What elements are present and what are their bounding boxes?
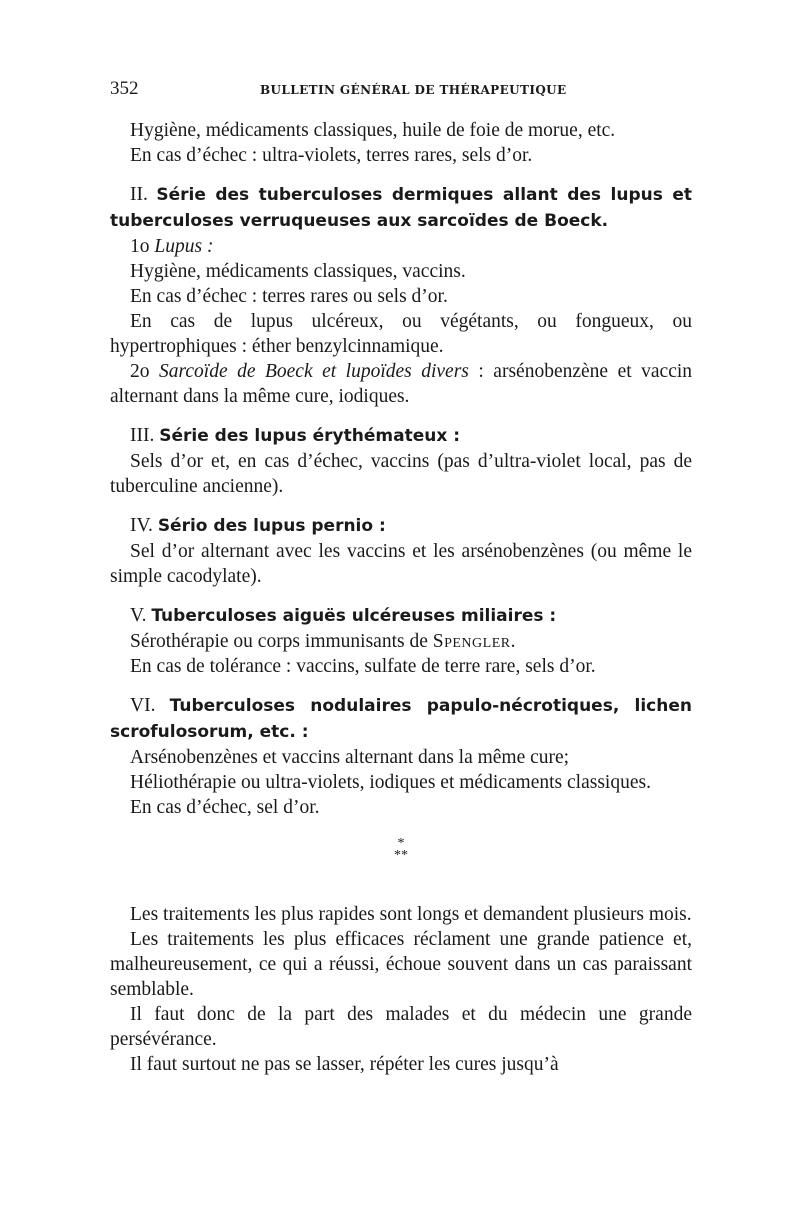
section-6-heading	[110, 693, 692, 745]
section-5-paragraph-1-end: .	[510, 631, 516, 652]
section-4-number: IV.	[130, 515, 153, 536]
section-2-paragraph-1: Hygiène, médicaments classiques, vaccins.	[130, 261, 466, 282]
sub-2-number: 2o	[130, 361, 150, 382]
asterism-bottom: **	[394, 848, 408, 863]
intro-paragraph-2: En cas d’échec : ultra-violets, terres rares, sels d’or.	[130, 145, 533, 166]
section-6-paragraph-1: Arsénobenzènes et vaccins alternant dans la même cure;	[130, 747, 570, 768]
section-6-number: VI.	[130, 695, 156, 716]
author-name: Spengler	[432, 631, 511, 652]
section-2-title: Série des tuberculoses dermiques allant des lupus et tuberculoses verruqueuses aux sarcoïdes de Boeck.	[110, 185, 692, 231]
closing-paragraph-2: Les traitements les plus efficaces réclament une grande patience et, malheureusement, ce qui a réussi, échoue souvent dans un cas paraissant semblable.	[110, 929, 692, 1000]
sub-2-title: Sarcoïde de Boeck et lupoïdes divers	[159, 361, 469, 382]
closing-paragraph-1: Les traitements les plus rapides sont longs et demandent plusieurs mois.	[130, 904, 692, 925]
section-5-paragraph-1	[110, 629, 692, 654]
section-3-title: Série des lupus érythémateux :	[159, 426, 461, 446]
section-6-paragraph-3: En cas d’échec, sel d’or.	[130, 797, 320, 818]
section-2-sub-2	[110, 359, 692, 409]
page-body	[110, 118, 692, 1077]
sub-2-text: : arsénobenzène et vaccin alternant dans la même cure, iodiques.	[110, 361, 693, 407]
sub-1-title: Lupus	[154, 236, 203, 257]
page-header	[110, 78, 692, 102]
asterism-top: *	[397, 836, 405, 851]
section-2-sub-1	[110, 234, 692, 259]
section-4-title: Sério des lupus pernio :	[157, 516, 386, 536]
section-5-heading	[110, 603, 692, 629]
closing-paragraph-3: Il faut donc de la part des malades et du médecin une grande persévérance.	[110, 1004, 692, 1050]
section-5-paragraph-1-text: Sérothérapie ou corps immunisants de	[130, 631, 433, 652]
section-5-title: Tuberculoses aiguës ulcéreuses miliaires :	[151, 606, 557, 626]
section-3-paragraph-1: Sels d’or et, en cas d’échec, vaccins (pas d’ultra-violet local, pas de tuberculine ancienne).	[110, 451, 692, 497]
section-5-paragraph-2: En cas de tolérance : vaccins, sulfate de terre rare, sels d’or.	[130, 656, 596, 677]
section-2-heading	[110, 182, 692, 234]
asterism-separator	[110, 838, 692, 862]
section-2-paragraph-2: En cas d’échec : terres rares ou sels d’or.	[130, 286, 448, 307]
section-2-paragraph-3: En cas de lupus ulcéreux, ou végétants, ou fongueux, ou hypertrophiques : éther benzylcinnamique.	[110, 311, 692, 357]
section-5-number: V.	[130, 605, 147, 626]
section-4-paragraph-1: Sel d’or alternant avec les vaccins et les arsénobenzènes (ou même le simple cacodylate).	[110, 541, 692, 587]
section-6-paragraph-2: Héliothérapie ou ultra-violets, iodiques et médicaments classiques.	[130, 772, 651, 793]
closing-paragraph-4: Il faut surtout ne pas se lasser, répéter les cures jusqu’à	[130, 1054, 559, 1075]
page-number: 352	[110, 78, 139, 99]
sub-1-colon: :	[202, 236, 214, 257]
section-6-title: Tuberculoses nodulaires papulo-nécrotiques, lichen scrofulosorum, etc. :	[110, 696, 692, 742]
running-head: BULLETIN GÉNÉRAL DE THÉRAPEUTIQUE	[260, 83, 567, 97]
section-2-number: II.	[130, 184, 148, 205]
sub-1-number: 1o	[130, 236, 150, 257]
section-4-heading	[110, 513, 692, 539]
intro-paragraph-1: Hygiène, médicaments classiques, huile de foie de morue, etc.	[130, 120, 616, 141]
section-3-heading	[110, 423, 692, 449]
section-3-number: III.	[130, 425, 155, 446]
